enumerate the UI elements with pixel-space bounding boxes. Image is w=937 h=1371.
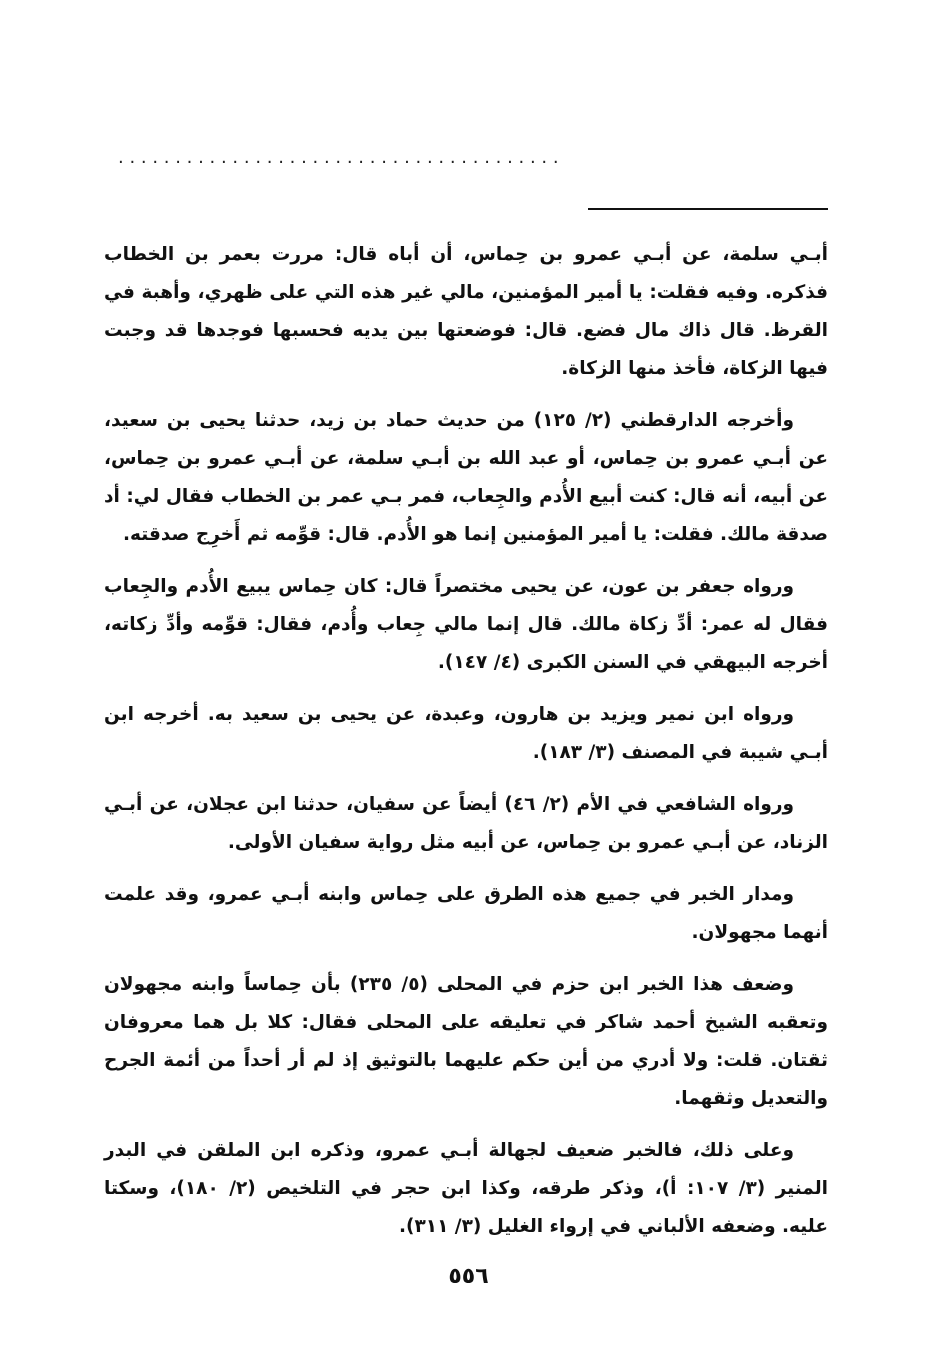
paragraph-6: ومدار الخبر في جميع هذه الطرق على حِماس وابنه أبـي عمرو، وقد علمت أنهما مجهولان. [104,884,828,943]
paragraph-1: أبـي سلمة، عن أبـي عمرو بن حِماس، أن أباه قال: مررت بعمر بن الخطاب فذكره. وفيه فقلت: يا أمير المؤمنين، مالي غير هذه التي على ظهري، وأهبة في القرظ. قال ذاك مال فضع. قال: فوضعتها بين يديه فحسبها فوجدها قد وجبت فيها الزكاة، فأخذ منها الزكاة. [104,244,828,379]
paragraph-4: ورواه ابن نمير ويزيد بن هارون، وعبدة، عن يحيى بن سعيد به. أخرجه ابن أبـي شيبة في المصنف (٣/ ١٨٣). [104,704,828,763]
paragraph-7: وضعف هذا الخبر ابن حزم في المحلى (٥/ ٢٣٥) بأن حِماساً وابنه مجهولان وتعقبه الشيخ أحمد شاكر في تعليقه على المحلى فقال: كلا بل هما معروفان ثقتان. قلت: ولا أدري من أين حكم عليهما بالتوثيق إذ لم أر أحداً من أئمة الجرح والتعديل وثقهما. [104,974,828,1109]
page-number: ٥٥٦ [448,1264,489,1289]
paragraph-5: ورواه الشافعي في الأم (٢/ ٤٦) أيضاً عن سفيان، حدثنا ابن عجلان، عن أبـي الزناد، عن أبـي عمرو بن حِماس، عن أبيه مثل رواية سفيان الأولى. [104,794,828,853]
paragraph-3: ورواه جعفر بن عون، عن يحيى مختصراً قال: كان حِماس يبيع الأُدم والجِعاب فقال له عمر: أدِّ زكاة مالك. قال إنما مالي جِعاب وأُدم، فقال: قوِّمه وأدِّ زكاته، أخرجه البيهقي في السنن الكبرى (٤/ ١٤٧). [104,576,828,673]
paragraph-2: وأخرجه الدارقطني (٢/ ١٢٥) من حديث حماد بن زيد، حدثنا يحيى بن سعيد، عن أبـي عمرو بن حِماس، أو عبد الله بن أبـي سلمة، عن أبـي عمرو بن حِماس، عن أبيه، أنه قال: كنت أبيع الأُدم والجِعاب، فمر بـي عمر بن الخطاب فقال لي: أد صدقة مالك. فقلت: يا أمير المؤمنين إنما هو الأُدم. قال: قوِّمه ثم أَخرِج صدقته. [104,410,828,545]
footnote-rule [588,208,828,210]
paragraph-8: وعلى ذلك، فالخبر ضعيف لجهالة أبـي عمرو، وذكره ابن الملقن في البدر المنير (٣/ ١٠٧: أ)، وذكر طرقه، وكذا ابن حجر في التلخيص (٢/ ١٨٠)، وسكتا عليه. وضعفه الألباني في إرواء الغليل (٣/ ٣١١). [104,1140,828,1237]
footnote-text [104,236,828,1260]
dotted-separator: . . . . . . . . . . . . . . . . . . . . . . . . . . . . . . . . . . . . . . . [118,150,559,166]
